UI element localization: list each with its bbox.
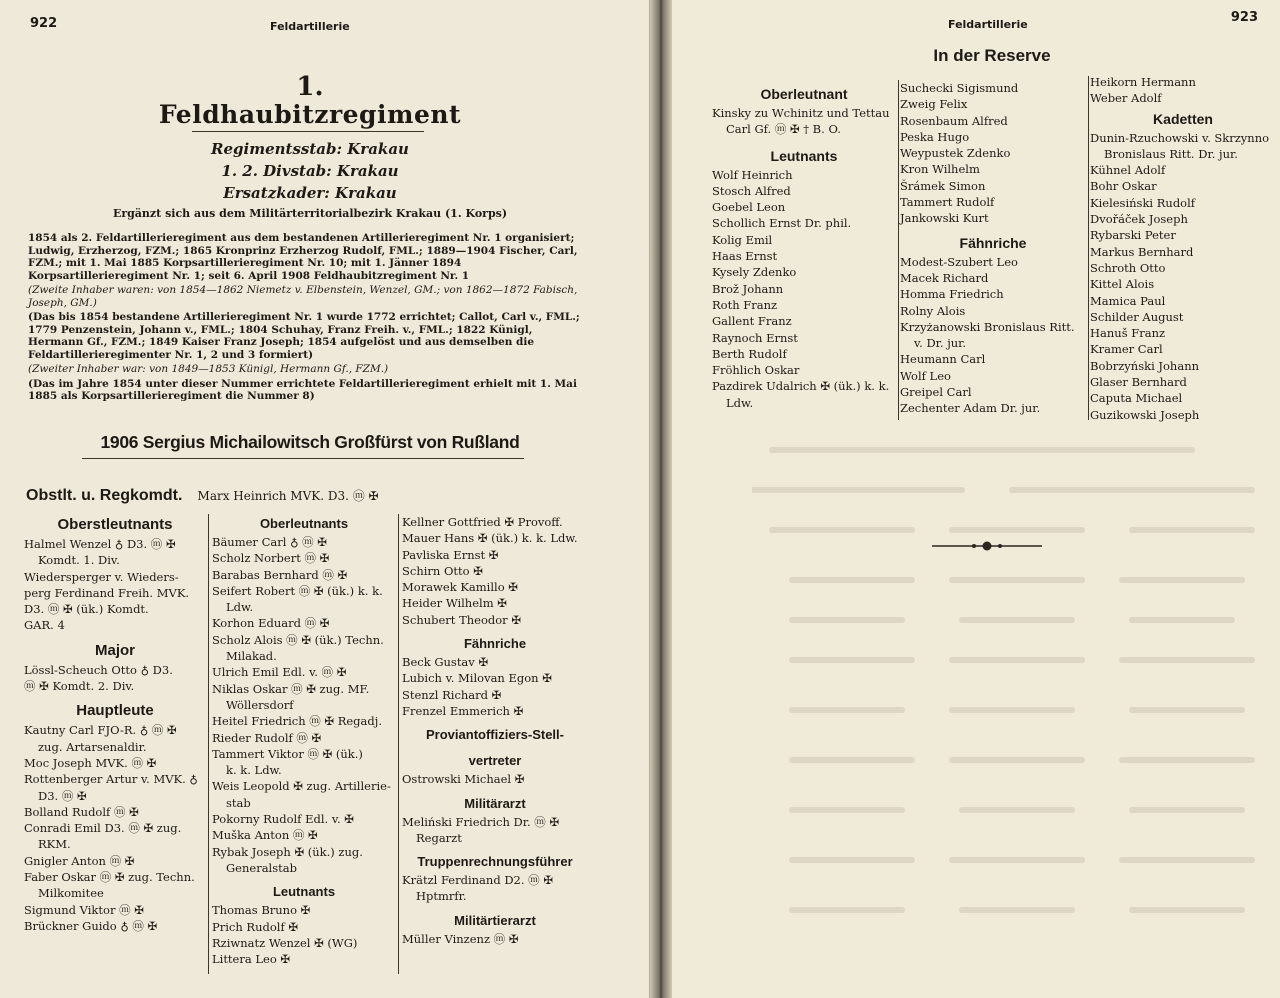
running-head: Feldartillerie bbox=[270, 20, 350, 33]
right-column-3 bbox=[1090, 74, 1276, 423]
right-column-2 bbox=[900, 80, 1086, 417]
page-number: 922 bbox=[30, 16, 58, 31]
roster-entry: Wolf Heinrich bbox=[712, 167, 793, 182]
roster-entry: Caputa Michael bbox=[1090, 391, 1183, 406]
regiment-number: 1. bbox=[296, 72, 324, 102]
stab-line: Regimentsstab: Krakau bbox=[211, 140, 409, 158]
roster-entry: Niklas Oskar ⓜ ✠ zug. MF. bbox=[212, 681, 370, 696]
roster-entry: Schilder August bbox=[1090, 309, 1184, 324]
roster-entry: zug. Artarsenaldir. bbox=[38, 739, 147, 754]
roster-entry: Haas Ernst bbox=[712, 249, 778, 264]
inhaber-title: 1906 Sergius Michailowitsch Großfürst von Rußland bbox=[100, 432, 520, 452]
roster-entry: Rolny Alois bbox=[900, 303, 966, 318]
roster-entry: Barabas Bernhard ⓜ ✠ bbox=[212, 567, 348, 582]
roster-entry: Hanuš Franz bbox=[1090, 326, 1166, 341]
history-paragraph: (Das im Jahre 1854 unter dieser Nummer errichtete Feldartillerieregiment erhielt mit 1. Mai 1885 als Korpsartillerieregiment die Nummer 8) bbox=[28, 377, 577, 402]
roster-entry: Lössl-Scheuch Otto ♁ D3. bbox=[24, 662, 173, 677]
roster-entry: Kühnel Adolf bbox=[1090, 163, 1166, 178]
roster-entry: Weber Adolf bbox=[1090, 91, 1162, 106]
history-paragraph: 1854 als 2. Feldartillerieregiment aus dem bestandenen Artillerieregiment Nr. 1 organisiert; Ludwig, Erzherzog, FZM.; 1865 Kronprinz Erzherzog Rudolf, FML.; 1889—1904 Fischer, Carl, FZM.; mit 1. Mai 1885 Korpsartillerieregiment Nr. 10; mit 1. Jänner 1894 Korpsartillerieregiment Nr. 1; seit 6. April 1908 Feldhaubitzregiment Nr. 1 bbox=[28, 232, 578, 282]
roster-entry: Morawek Kamillo ✠ bbox=[402, 580, 518, 595]
roster-entry: ⓜ ✠ Komdt. 2. Div. bbox=[24, 679, 135, 694]
roster-entry: Pavliska Ernst ✠ bbox=[402, 547, 499, 562]
rank-heading: Hauptleute bbox=[76, 702, 154, 720]
roster-entry: Beck Gustav ✠ bbox=[402, 655, 489, 670]
roster-entry: Stenzl Richard ✠ bbox=[402, 687, 502, 702]
roster-entry: Bohr Oskar bbox=[1090, 179, 1157, 194]
column-divider bbox=[1088, 76, 1089, 420]
roster-entry: Weis Leopold ✠ zug. Artillerie- bbox=[212, 779, 391, 794]
roster-entry: Stosch Alfred bbox=[712, 183, 791, 198]
roster-entry: Conradi Emil D3. ⓜ ✠ zug. bbox=[24, 821, 182, 836]
right-column-1 bbox=[712, 84, 896, 411]
roster-entry: Raynoch Ernst bbox=[712, 330, 798, 345]
roster-entry: Heider Wilhelm ✠ bbox=[402, 596, 507, 611]
roster-entry: Bronislaus Ritt. Dr. jur. bbox=[1104, 146, 1238, 161]
rank-heading: Leutnants bbox=[770, 147, 838, 164]
roster-entry: Kielesiński Rudolf bbox=[1090, 195, 1196, 210]
roster-entry: Rieder Rudolf ⓜ ✠ bbox=[212, 730, 322, 745]
roster-entry: Weypustek Zdenko bbox=[900, 146, 1011, 161]
rank-heading: Oberleutnants bbox=[259, 516, 349, 531]
roster-entry: Seifert Robert ⓜ ✠ (ük.) k. k. bbox=[212, 583, 383, 598]
roster-entry: Kysely Zdenko bbox=[712, 265, 797, 280]
roster-entry: Wiedersperger v. Wieders- bbox=[24, 569, 179, 584]
roster-entry: Rybak Joseph ✠ (ük.) zug. bbox=[212, 844, 363, 859]
roster-entry: Ostrowski Michael ✠ bbox=[402, 772, 525, 787]
roster-entry: Heikorn Hermann bbox=[1090, 75, 1196, 89]
roster-entry: Muška Anton ⓜ ✠ bbox=[212, 828, 318, 843]
roster-entry: Goebel Leon bbox=[712, 200, 786, 215]
roster-entry: Bäumer Carl ♁ ⓜ ✠ bbox=[212, 535, 327, 549]
roster-entry: Heitel Friedrich ⓜ ✠ Regadj. bbox=[212, 714, 382, 729]
roster-entry: Kron Wilhelm bbox=[900, 162, 980, 177]
history-paragraph: (Zweiter Inhaber war: von 1849—1853 Künigl, Hermann Gf., FZM.) bbox=[28, 363, 389, 375]
rank-heading: Oberleutnant bbox=[760, 86, 848, 102]
roster-entry: Frenzel Emmerich ✠ bbox=[402, 703, 524, 718]
roster-entry: Generalstab bbox=[226, 860, 297, 875]
history-paragraph: (Zweite Inhaber waren: von 1854—1862 Niemetz v. Elbenstein, Wenzel, GM.; von 1862—1872 Fabisch, Joseph, GM.) bbox=[28, 284, 578, 309]
roster-entry: Bolland Rudolf ⓜ ✠ bbox=[24, 804, 139, 819]
roster-entry: Hptmrfr. bbox=[416, 889, 467, 904]
roster-entry: k. k. Ldw. bbox=[226, 763, 282, 778]
roster-entry: Krätzl Ferdinand D2. ⓜ ✠ bbox=[402, 873, 553, 888]
roster-entry: Mauer Hans ✠ (ük.) k. k. Ldw. bbox=[402, 531, 578, 546]
regiment-title: Feldhaubitzregiment bbox=[158, 100, 462, 129]
roster-entry: Scholz Alois ⓜ ✠ (ük.) Techn. bbox=[212, 632, 384, 647]
column-divider bbox=[208, 514, 209, 974]
roster-entry: Littera Leo ✠ bbox=[212, 952, 291, 967]
roster-entry: Ldw. bbox=[726, 395, 754, 410]
title-rule bbox=[192, 131, 424, 132]
show-through bbox=[752, 430, 1272, 970]
roster-entry: Kramer Carl bbox=[1090, 342, 1163, 357]
roster-entry: Schollich Ernst Dr. phil. bbox=[712, 216, 852, 231]
column-divider bbox=[898, 80, 899, 420]
roster-entry: Thomas Bruno ✠ bbox=[212, 903, 311, 918]
roster-entry: Wöllersdorf bbox=[226, 697, 294, 712]
roster-entry: Markus Bernhard bbox=[1090, 244, 1194, 259]
roster-entry: Greipel Carl bbox=[900, 385, 972, 400]
roster-entry: Pazdirek Udalrich ✠ (ük.) k. k. bbox=[712, 379, 890, 394]
left-column-1 bbox=[24, 514, 206, 934]
history-block bbox=[28, 232, 584, 403]
roster-entry: Milakad. bbox=[226, 649, 277, 664]
roster-entry: Gnigler Anton ⓜ ✠ bbox=[24, 853, 135, 868]
rank-heading: Fähnriche bbox=[463, 636, 527, 652]
roster-entry: Heumann Carl bbox=[900, 352, 986, 367]
roster-entry: Šrámek Simon bbox=[900, 178, 986, 193]
page-number: 923 bbox=[1230, 10, 1258, 25]
roster-entry: Ldw. bbox=[226, 600, 254, 615]
right-page bbox=[672, 0, 1280, 998]
roster-entry: Zechenter Adam Dr. jur. bbox=[900, 401, 1041, 416]
roster-entry: Glaser Bernhard bbox=[1090, 375, 1187, 390]
rank-heading: Militärtierarzt bbox=[454, 912, 536, 928]
roster-entry: Krzyżanowski Bronislaus Ritt. bbox=[900, 319, 1075, 334]
roster-entry: perg Ferdinand Freih. MVK. bbox=[24, 585, 190, 600]
roster-entry: Roth Franz bbox=[712, 297, 778, 312]
roster-entry: Schirn Otto ✠ bbox=[402, 563, 483, 578]
commander-name: Marx Heinrich MVK. D3. ⓜ ✠ bbox=[197, 489, 379, 503]
stab-block bbox=[0, 138, 620, 204]
roster-entry: Schroth Otto bbox=[1090, 260, 1166, 275]
column-divider bbox=[398, 514, 399, 974]
roster-entry: Dvořáček Joseph bbox=[1090, 212, 1188, 227]
roster-entry: Homma Friedrich bbox=[900, 287, 1004, 302]
roster-entry: Wolf Leo bbox=[900, 368, 951, 383]
roster-entry: Jankowski Kurt bbox=[900, 211, 989, 226]
roster-entry: D3. ⓜ ✠ bbox=[38, 788, 87, 803]
roster-entry: Rosenbaum Alfred bbox=[900, 113, 1008, 128]
roster-entry: Müller Vinzenz ⓜ ✠ bbox=[402, 931, 519, 946]
roster-entry: Komdt. 1. Div. bbox=[38, 553, 120, 568]
roster-entry: Moc Joseph MVK. ⓜ ✠ bbox=[24, 755, 157, 770]
stab-line: 1. 2. Divstab: Krakau bbox=[221, 162, 399, 180]
roster-entry: Macek Richard bbox=[900, 270, 989, 285]
rank-heading: Oberstleutnants bbox=[57, 516, 173, 533]
roster-entry: Tammert Rudolf bbox=[900, 195, 995, 210]
running-head: Feldartillerie bbox=[948, 18, 1028, 31]
roster-entry: Korhon Eduard ⓜ ✠ bbox=[212, 616, 330, 631]
roster-entry: Meliński Friedrich Dr. ⓜ ✠ bbox=[402, 814, 560, 829]
roster-entry: Schubert Theodor ✠ bbox=[402, 612, 521, 627]
roster-entry: Ulrich Emil Edl. v. ⓜ ✠ bbox=[212, 665, 347, 680]
roster-entry: Zweig Felix bbox=[900, 97, 968, 112]
roster-entry: Rottenberger Artur v. MVK. ♁ bbox=[24, 772, 198, 787]
rank-heading: Major bbox=[94, 641, 135, 659]
roster-entry: RKM. bbox=[38, 837, 71, 852]
history-paragraph: (Das bis 1854 bestandene Artillerieregiment Nr. 1 wurde 1772 errichtet; Callot, Carl v., FML.; 1779 Penzenstein, Johann v., FML.; 1804 Schuhay, Franz Freih. v., FML.; 1822 Künigl, Hermann Gf., FZM.; 1849 Kaiser Franz Joseph; 1854 aufgelöst und aus demselben die Feldartillerieregimenter Nr. 1, 2 und 3 formiert) bbox=[28, 311, 580, 361]
left-column-2 bbox=[212, 514, 396, 967]
roster-entry: Dunin-Rzuchowski v. Skrzynno bbox=[1090, 130, 1270, 145]
commander-line bbox=[26, 485, 379, 505]
roster-entry: Kinsky zu Wchinitz und Tettau bbox=[712, 106, 890, 120]
left-column-3 bbox=[402, 514, 588, 947]
roster-entry: GAR. 4 bbox=[24, 618, 65, 633]
roster-entry: Kolig Emil bbox=[712, 232, 773, 247]
roster-entry: Bobrzyński Johann bbox=[1090, 358, 1200, 373]
roster-entry: Sigmund Viktor ⓜ ✠ bbox=[24, 902, 144, 917]
rank-heading: Kadetten bbox=[1153, 110, 1213, 127]
rank-heading: Militärarzt bbox=[464, 795, 526, 811]
roster-entry: Brückner Guido ♁ ⓜ ✠ bbox=[24, 918, 158, 933]
roster-entry: Kautny Carl FJO-R. ♁ ⓜ ✠ bbox=[24, 723, 177, 738]
rank-heading: Truppenrechnungsführer bbox=[417, 854, 573, 870]
roster-entry: Tammert Viktor ⓜ ✠ (ük.) bbox=[212, 746, 363, 761]
roster-entry: Lubich v. Milovan Egon ✠ bbox=[402, 671, 552, 686]
commander-label: Obstlt. u. Regkomdt. bbox=[26, 487, 183, 504]
roster-entry: Prich Rudolf ✠ bbox=[212, 919, 298, 934]
roster-entry: Berth Rudolf bbox=[712, 346, 787, 361]
roster-entry: Suchecki Sigismund bbox=[900, 81, 1019, 95]
stab-line: Ersatzkader: Krakau bbox=[223, 184, 397, 202]
roster-entry: Faber Oskar ⓜ ✠ zug. Techn. bbox=[24, 870, 195, 885]
inhaber-rule bbox=[82, 458, 524, 459]
roster-entry: Guzikowski Joseph bbox=[1090, 407, 1200, 422]
roster-entry: Peska Hugo bbox=[900, 129, 970, 144]
roster-entry: stab bbox=[226, 795, 251, 810]
roster-entry: D3. ⓜ ✠ (ük.) Komdt. bbox=[24, 602, 149, 617]
roster-entry: v. Dr. jur. bbox=[914, 336, 967, 351]
rank-heading: Fähnriche bbox=[959, 234, 1027, 251]
rank-heading: Proviantoffiziers-Stell- bbox=[426, 727, 564, 743]
roster-entry: Scholz Norbert ⓜ ✠ bbox=[212, 551, 330, 566]
roster-entry: Regarzt bbox=[416, 830, 462, 845]
roster-entry: Carl Gf. ⓜ ✠ † B. O. bbox=[726, 122, 841, 137]
rank-heading: Leutnants bbox=[272, 884, 336, 900]
roster-entry: Mamica Paul bbox=[1090, 293, 1166, 308]
roster-entry: Fröhlich Oskar bbox=[712, 363, 800, 378]
roster-entry: Kellner Gottfried ✠ Provoff. bbox=[402, 515, 563, 529]
supplement-line: Ergänzt sich aus dem Militärterritorialbezirk Krakau (1. Korps) bbox=[112, 207, 508, 220]
book-gutter bbox=[650, 0, 672, 998]
roster-entry: Halmel Wenzel ♁ D3. ⓜ ✠ bbox=[24, 537, 176, 551]
roster-entry: Pokorny Rudolf Edl. v. ✠ bbox=[212, 812, 354, 827]
roster-entry: Modest-Szubert Leo bbox=[900, 254, 1018, 269]
roster-entry: Milkomitee bbox=[38, 886, 104, 901]
roster-entry: Gallent Franz bbox=[712, 314, 792, 329]
roster-entry: Rziwnatz Wenzel ✠ (WG) bbox=[212, 935, 358, 950]
roster-entry: Rybarski Peter bbox=[1090, 228, 1176, 243]
roster-entry: Brož Johann bbox=[712, 281, 784, 296]
section-title: In der Reserve bbox=[933, 46, 1051, 65]
roster-entry: Kittel Alois bbox=[1090, 277, 1155, 292]
rank-heading: vertreter bbox=[468, 753, 522, 769]
